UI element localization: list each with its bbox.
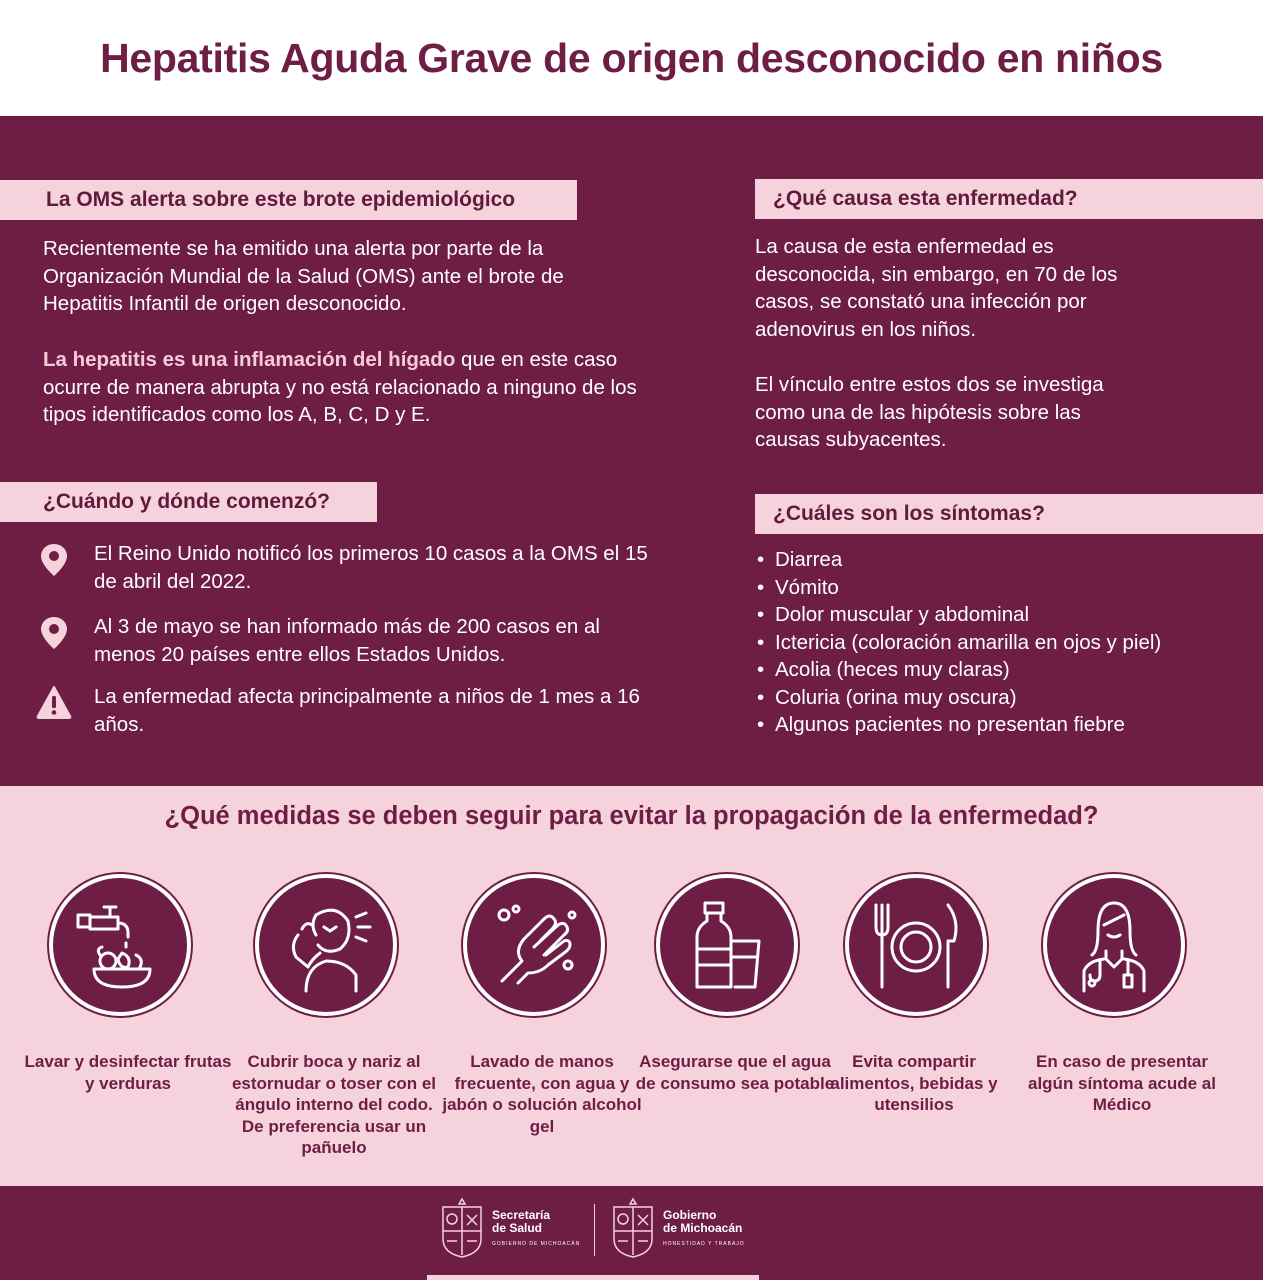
symptom-item: • Algunos pacientes no presentan fiebre [757,711,1161,739]
measure-caption-4: Asegurarse que el agua de consumo sea potable [635,1052,835,1093]
when-item-3 [14,683,674,738]
symptom-item: • Diarrea [757,546,1161,574]
page-title: Hepatitis Aguda Grave de origen desconocido en niños [100,34,1163,81]
location-pin-icon [14,540,94,595]
when-item-text: La enfermedad afecta principalmente a niños de 1 mes a 16 años. [94,685,640,736]
info-panel [0,116,1263,786]
logo1-line1: Secretaría [492,1208,551,1222]
symptom-item: • Coluria (orina muy oscura) [757,684,1161,712]
cause-paragraph-2: El vínculo entre estos dos se investiga como una de las hipótesis sobre las causas subyacentes. [755,373,1104,451]
logo-gobierno-michoacan [663,1209,745,1251]
prevention-panel [0,786,1263,1186]
symptom-item: • Vómito [757,574,1161,602]
location-pin-icon [14,613,94,668]
logo1-line2: de Salud [492,1221,543,1235]
female-doctor-icon [1043,874,1185,1016]
symptom-item: • Acolia (heces muy claras) [757,656,1161,684]
washing-hands-icon [463,874,605,1016]
symptoms-header: ¿Cuáles son los síntomas? [755,494,1263,534]
water-bottle-glass-icon [656,874,798,1016]
oms-paragraph-2 [43,346,643,429]
measure-caption-2: Cubrir boca y nariz al estornudar o toser con el ángulo interno del codo. De preferencia usar un pañuelo [231,1052,437,1157]
plate-fork-knife-icon [845,874,987,1016]
when-item-text: El Reino Unido notificó los primeros 10 casos a la OMS el 15 de abril del 2022. [94,542,648,593]
oms-paragraph-2-rest: que en este caso ocurre de manera abrupta y no está relacionado a ninguno de los tipos identificados como los A, B, C, D y E. [43,348,637,426]
faucet-fruit-bowl-icon [49,874,191,1016]
logo2-sub: HONESTIDAD Y TRABAJO [663,1241,745,1247]
sneezing-person-icon [255,874,397,1016]
coat-of-arms-icon [610,1197,656,1264]
when-item-2 [14,613,674,668]
symptom-item: • Dolor muscular y abdominal [757,601,1161,629]
measure-caption-3: Lavado de manos frecuente, con agua y jabón o solución alcohol gel [442,1052,642,1136]
logo1-sub: GOBIERNO DE MICHOACÁN [492,1241,581,1247]
footer-accent-bar [427,1275,759,1280]
measure-caption-6: En caso de presentar algún síntoma acude al Médico [1028,1052,1216,1114]
when-header: ¿Cuándo y dónde comenzó? [0,482,377,522]
measure-caption-1: Lavar y desinfectar frutas y verduras [24,1052,232,1093]
logo-divider [594,1204,595,1256]
cause-paragraph-1: La causa de esta enfermedad es desconocida, sin embargo, en 70 de los casos, se constató una infección por adenovirus en los niños. [755,235,1118,341]
symptom-item: • Ictericia (coloración amarilla en ojos y piel) [757,629,1161,657]
footer [0,1186,1263,1280]
when-item-1 [14,540,674,595]
oms-paragraph-1: Recientemente se ha emitido una alerta por parte de la Organización Mundial de la Salud (OMS) ante el brote de Hepatitis Infantil de origen desconocido. [43,237,564,315]
measure-caption-5: Evita compartir alimentos, bebidas y utensilios [830,1052,998,1114]
logo2-line1: Gobierno [663,1208,717,1222]
symptoms-list [757,546,1161,739]
coat-of-arms-icon [439,1197,485,1264]
oms-paragraph-2-bold: La hepatitis es una inflamación del hígado [43,348,456,371]
logo2-line2: de Michoacán [663,1221,743,1235]
when-item-text: Al 3 de mayo se han informado más de 200 casos en al menos 20 países entre ellos Estados Unidos. [94,615,600,666]
warning-icon [14,683,94,738]
oms-header: La OMS alerta sobre este brote epidemiológico [0,180,577,220]
cause-header: ¿Qué causa esta enfermedad? [755,179,1263,219]
prevention-header: ¿Qué medidas se deben seguir para evitar la propagación de la enfermedad? [164,802,1099,830]
logo-secretaria-salud [492,1209,580,1251]
